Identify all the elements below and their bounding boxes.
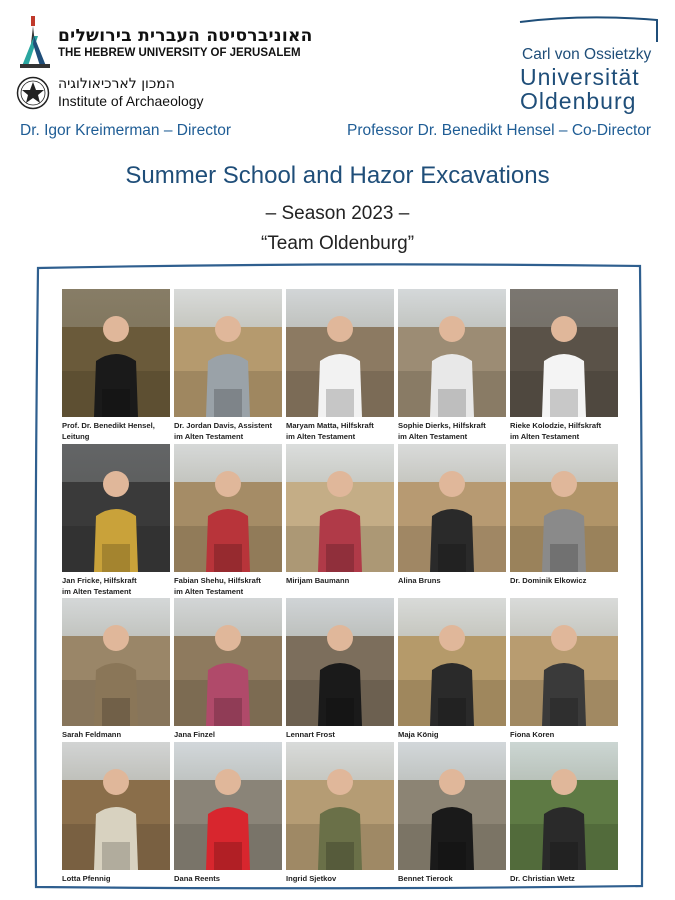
team-member-caption [398,874,506,885]
team-member-card [174,598,282,741]
team-member-caption [510,421,618,442]
team-member-name: Maryam Matta, Hilfskraft [286,421,374,430]
team-member-card [510,289,618,442]
team-member-card [398,444,506,587]
team-member-name: Dr. Christian Wetz [510,874,575,883]
team-member-card [62,289,170,442]
team-member-photo [398,444,506,572]
team-member-caption [174,730,282,741]
team-member-caption [62,874,170,885]
team-member-name: Sarah Feldmann [62,730,122,739]
team-member-name: Bennet Tierock [398,874,453,883]
team-member-card [174,742,282,885]
team-member-role: im Alten Testament [398,431,468,441]
hebrew-university-logo [18,14,52,70]
team-member-caption [286,730,394,741]
team-member-name: Dr. Jordan Davis, Assistent [174,421,273,430]
co-director-label: Professor Dr. Benedikt Hensel – Co-Director [347,122,652,139]
team-member-role: im Alten Testament [286,431,356,441]
team-member-name: Lennart Frost [286,730,335,739]
team-member-caption [286,421,394,442]
team-member-card [174,289,282,442]
director-label: Dr. Igor Kreimerman – Director [20,122,232,139]
team-member-name: Jan Fricke, Hilfskraft [62,576,137,585]
team-member-name: Rieke Kolodzie, Hilfskraft [510,421,602,430]
team-member-role: im Alten Testament [62,586,132,596]
oldenburg-name-line3: Oldenburg [520,88,637,114]
team-member-photo [286,444,394,572]
team-member-photo [174,289,282,417]
team-member-card [510,444,618,587]
team-member-photo [510,444,618,572]
team-member-role: Leitung [62,431,90,441]
team-member-card [398,598,506,741]
team-member-caption [398,730,506,741]
team-member-photo [62,289,170,417]
team-member-photo [174,444,282,572]
team-member-photo [174,598,282,726]
team-member-name: Mirijam Baumann [286,576,350,585]
team-member-card [62,742,170,885]
team-member-photo [510,289,618,417]
team-member-photo [62,444,170,572]
team-member-caption [62,421,170,442]
team-member-name: Ingrid Sjetkov [286,874,337,883]
team-member-photo [510,598,618,726]
team-member-caption [174,421,282,442]
team-member-card [174,444,282,597]
team-member-name: Prof. Dr. Benedikt Hensel, [62,421,155,430]
team-member-role: im Alten Testament [510,431,580,441]
team-member-card [286,598,394,741]
team-member-photo [286,598,394,726]
team-member-photo [174,742,282,870]
team-member-photo [398,598,506,726]
team-member-caption [174,874,282,885]
team-member-caption [62,576,170,597]
team-member-caption [510,874,618,885]
team-member-name: Sophie Dierks, Hilfskraft [398,421,486,430]
team-member-caption [398,421,506,442]
team-member-card [286,289,394,442]
team-member-name: Jana Finzel [174,730,215,739]
page-title: Summer School and Hazor Excavations [125,162,550,189]
team-member-photo [510,742,618,870]
team-member-photo [398,742,506,870]
team-member-card [510,742,618,885]
institute-name-english: Institute of Archaeology [58,93,204,109]
team-member-card [62,598,170,741]
oldenburg-logo-arc [515,12,660,42]
team-member-photo [286,742,394,870]
hebrew-university-name-hebrew: האוניברסיטה העברית בירושלים [58,26,313,46]
team-member-name: Fabian Shehu, Hilfskraft [174,576,261,585]
team-member-name: Dr. Dominik Elkowicz [510,576,587,585]
team-member-caption [510,730,618,741]
season-subtitle: – Season 2023 – [265,203,410,224]
team-member-photo [286,289,394,417]
team-member-name: Fiona Koren [510,730,555,739]
oldenburg-name-line2: Universität [520,64,640,90]
team-member-caption [286,874,394,885]
team-member-caption [174,576,282,597]
team-member-role: im Alten Testament [174,431,244,441]
team-subtitle: “Team Oldenburg” [260,233,415,254]
team-member-caption [398,576,506,587]
team-member-card [286,444,394,587]
team-member-photo [62,598,170,726]
team-member-card [62,444,170,597]
oldenburg-name-line1: Carl von Ossietzky [522,46,652,63]
team-member-photo [62,742,170,870]
team-member-name: Lotta Pfennig [62,874,111,883]
institute-name-hebrew: המכון לארכיאולוגיה [58,76,175,92]
hebrew-university-name-english: THE HEBREW UNIVERSITY OF JERUSALEM [58,47,301,59]
institute-seal-icon [16,76,50,110]
team-member-card [398,742,506,885]
team-member-role: im Alten Testament [174,586,244,596]
team-member-name: Maja König [398,730,439,739]
team-member-caption [62,730,170,741]
team-member-name: Dana Reents [174,874,221,883]
team-member-card [510,598,618,741]
team-member-caption [286,576,394,587]
team-member-photo [398,289,506,417]
team-member-name: Alina Bruns [398,576,441,585]
team-member-caption [510,576,618,587]
team-member-card [286,742,394,885]
team-member-card [398,289,506,442]
